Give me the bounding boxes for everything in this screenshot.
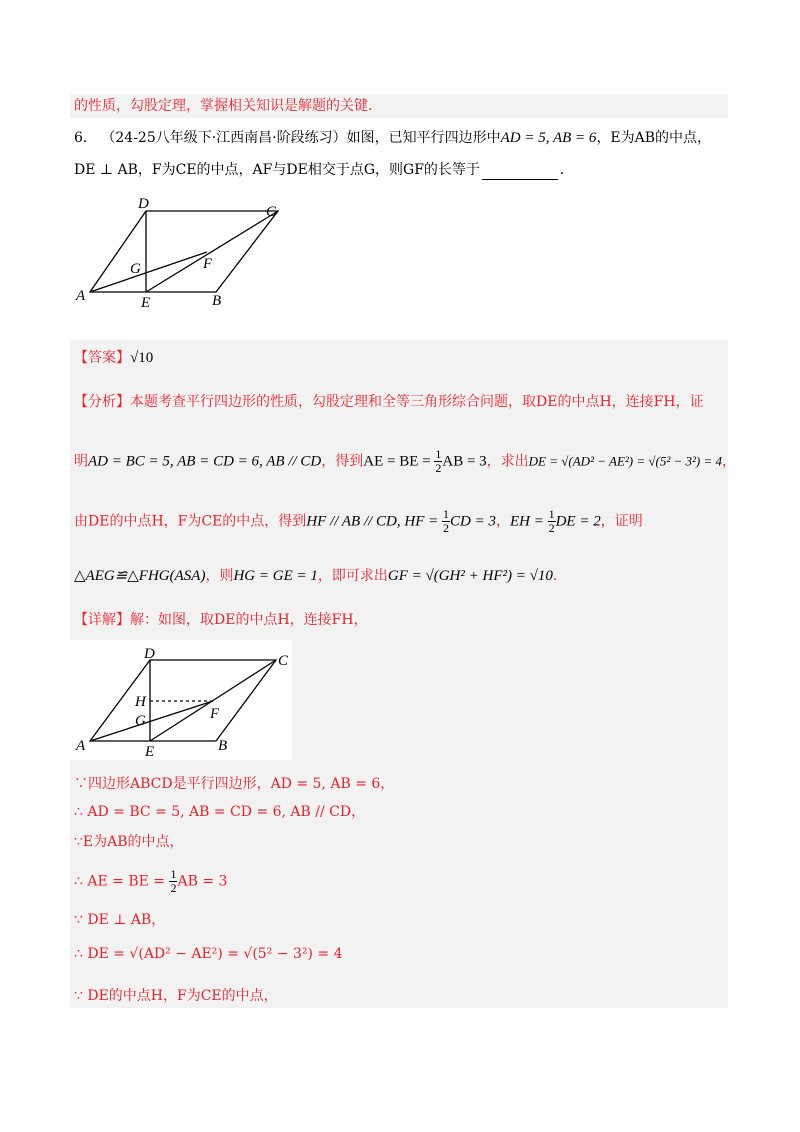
- analysis-math-9: HG = GE = 1: [233, 568, 318, 584]
- detail-step-4a: ∴ AE = BE =: [74, 873, 170, 890]
- fig2-label-a: A: [76, 738, 86, 754]
- question-text-3: DE ⊥ AB，F为CE的中点，AF与DE相交于点G，则GF的长等于: [74, 162, 480, 178]
- analysis-line-2: [74, 448, 736, 475]
- analysis-math-5: CD = 3: [450, 513, 496, 530]
- question-number: 6．: [74, 130, 97, 146]
- fig2-label-c: C: [278, 653, 289, 669]
- analysis-text-4c: ．: [552, 568, 567, 584]
- fig2-label-d: D: [144, 646, 155, 662]
- analysis-text-1: 本题考查平行四边形的性质，勾股定理和全等三角形综合问题，取DE的中点H，连接FH，证: [130, 394, 704, 410]
- fraction-denominator: 2: [435, 461, 442, 475]
- analysis-math-8: △AEG≌△FHG(ASA): [74, 568, 206, 584]
- question-source: （24-25八年级下·江西南昌·阶段练习）: [101, 130, 347, 146]
- analysis-text-2c: ，求出: [486, 453, 529, 470]
- fig2-label-h: H: [135, 694, 146, 710]
- analysis-fraction-3: [548, 508, 556, 535]
- analysis-text-3c: ，证明: [600, 513, 643, 530]
- detail-line-intro: [74, 610, 368, 630]
- analysis-text-4a: ，则: [205, 568, 234, 584]
- analysis-fraction-2: [442, 508, 450, 535]
- answer-blank[interactable]: [482, 165, 558, 180]
- analysis-line-3: [74, 508, 643, 535]
- analysis-math-7: DE = 2: [555, 513, 601, 530]
- analysis-text-4b: ，即可求出: [317, 568, 388, 584]
- fig2-label-g: G: [135, 713, 146, 729]
- analysis-line-1: [74, 392, 704, 412]
- fraction-numerator: 1: [548, 507, 555, 521]
- analysis-text-2d: ，: [722, 453, 737, 470]
- fraction-numerator: 1: [170, 867, 177, 881]
- detail-intro: 解：如图，取DE的中点H，连接FH，: [130, 612, 368, 628]
- fig1-label-f: F: [203, 256, 213, 272]
- analysis-math-6: EH =: [509, 513, 548, 530]
- analysis-tag: 【分析】: [74, 394, 130, 410]
- analysis-text-3a: 由DE的中点H，F为CE的中点，得到: [74, 513, 307, 530]
- analysis-text-2b: ，得到: [321, 453, 364, 470]
- analysis-line-4: [74, 566, 567, 586]
- prev-solution-tail: 的性质，勾股定理，掌握相关知识是解题的关键．: [74, 98, 382, 114]
- question-text-1: 如图，已知平行四边形中: [346, 130, 501, 146]
- figure-parallelogram-with-h: [70, 640, 292, 760]
- analysis-math-2b: AB = 3: [442, 453, 487, 470]
- question-given: AD = 5, AB = 6: [500, 130, 597, 146]
- fraction-denominator: 2: [548, 521, 555, 535]
- answer-tag: 【答案】: [74, 350, 130, 366]
- answer-value: √10: [130, 350, 154, 366]
- detail-step-1: ∵四边形ABCD是平行四边形，AD = 5, AB = 6，: [74, 776, 395, 792]
- fraction-numerator: 1: [443, 507, 449, 521]
- fig1-label-e: E: [141, 295, 151, 310]
- fig2-label-b: B: [218, 738, 228, 754]
- question-end: ．: [559, 162, 574, 178]
- fraction-numerator: 1: [435, 447, 442, 461]
- fig2-label-f: F: [210, 706, 220, 722]
- detail-step-3: ∵E为AB的中点，: [74, 834, 184, 850]
- fig1-label-b: B: [212, 293, 222, 309]
- fig1-label-g: G: [130, 261, 141, 277]
- answer-line: [74, 348, 153, 368]
- analysis-math-4: HF // AB // CD, HF =: [306, 513, 442, 530]
- fig1-label-d: D: [138, 196, 149, 212]
- fraction-denominator: 2: [443, 521, 449, 535]
- question-line-2: [74, 160, 574, 180]
- fig1-label-a: A: [76, 288, 86, 304]
- detail-step-2: ∴ AD = BC = 5, AB = CD = 6, AB // CD，: [74, 804, 366, 820]
- analysis-text-3b: ，: [495, 513, 510, 530]
- detail-step-5: ∵ DE ⊥ AB，: [74, 912, 166, 928]
- detail-step-4: [74, 868, 227, 895]
- detail-step-7: ∵ DE的中点H，F为CE的中点，: [74, 988, 278, 1004]
- figure-parallelogram: [70, 195, 290, 310]
- analysis-math-1: AD = BC = 5, AB = CD = 6, AB // CD: [88, 453, 322, 470]
- question-text-2: ，E为AB的中点，: [596, 130, 712, 146]
- fig1-label-c: C: [266, 204, 277, 220]
- detail-step-6: ∴ DE = √(AD² − AE²) = √(5² − 3²) = 4: [74, 946, 343, 962]
- fig2-label-e: E: [145, 744, 155, 760]
- analysis-math-2a: AE = BE =: [363, 453, 435, 470]
- detail-tag: 【详解】: [74, 612, 130, 628]
- analysis-math-3: DE = √(AD² − AE²) = √(5² − 3²) = 4: [528, 453, 723, 469]
- question-line-1: [74, 128, 711, 148]
- analysis-math-10: GF = √(GH² + HF²) = √10: [387, 568, 553, 584]
- fraction-denominator: 2: [170, 881, 177, 895]
- detail-step-4b: AB = 3: [177, 873, 228, 890]
- analysis-text-2a: 明: [74, 453, 88, 470]
